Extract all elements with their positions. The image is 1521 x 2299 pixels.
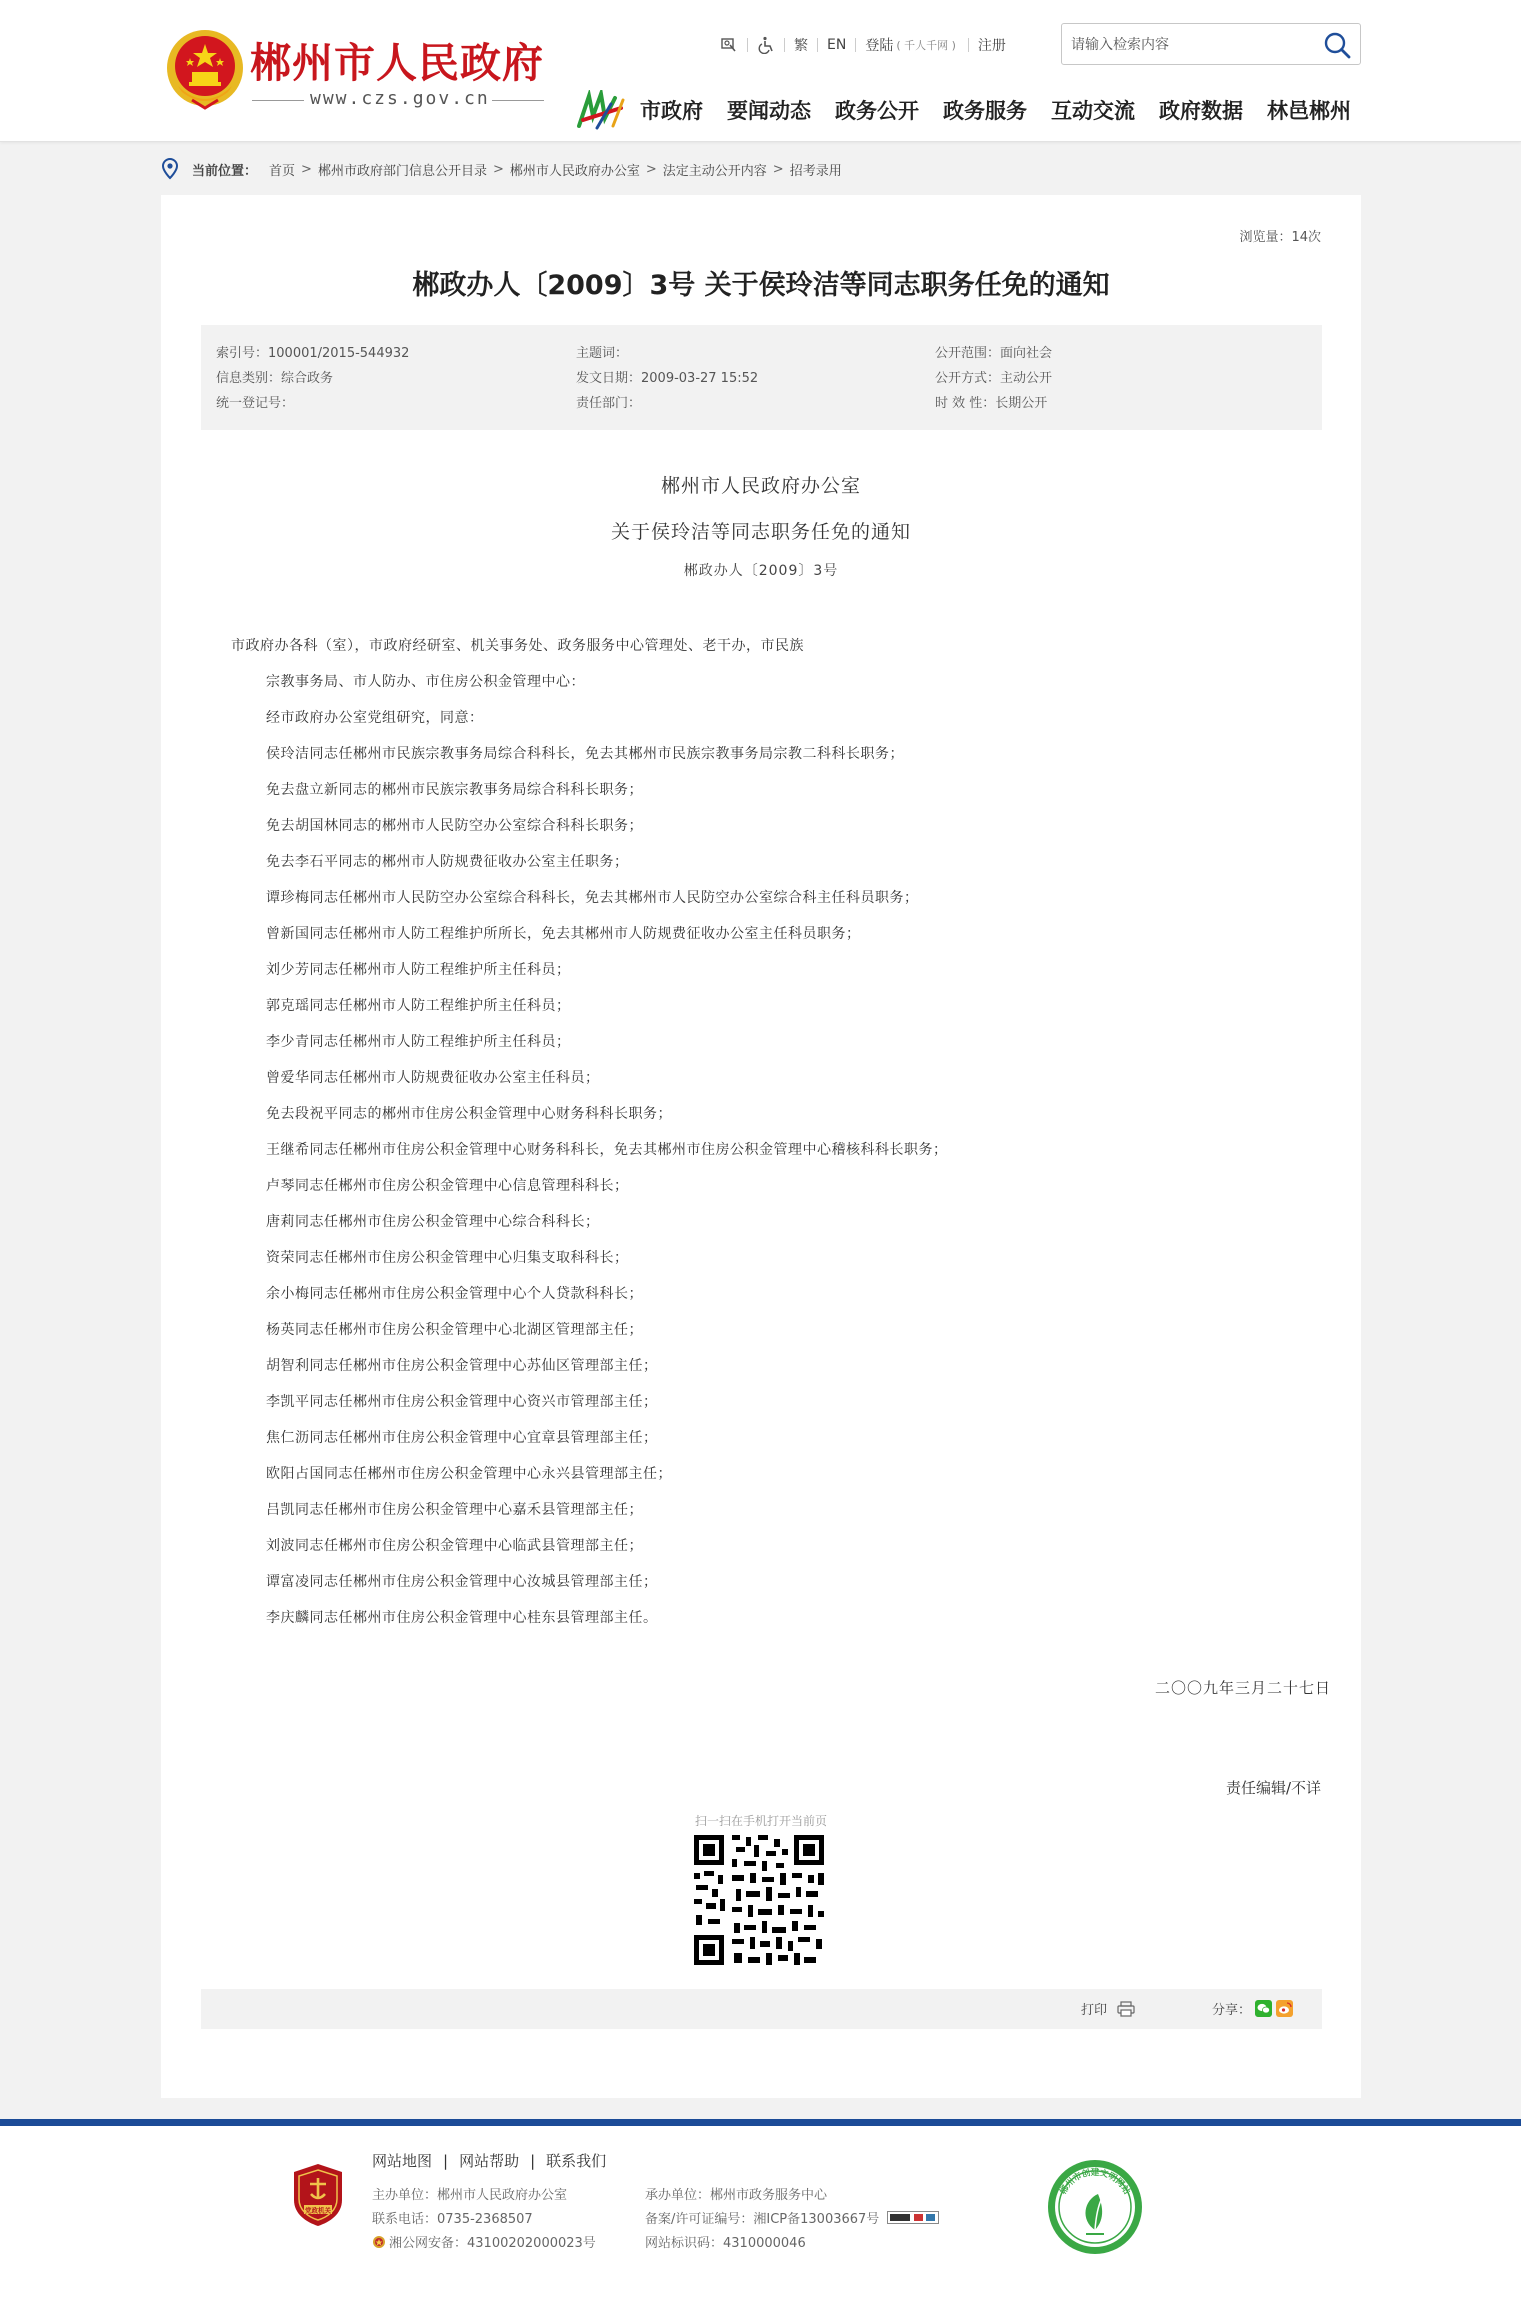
body-paragraph: 李凯平同志任郴州市住房公积金管理中心资兴市管理部主任； bbox=[266, 1394, 658, 1410]
body-paragraph: 宗教事务局、市人防办、市住房公积金管理中心： bbox=[266, 674, 585, 690]
body-paragraph: 卢琴同志任郴州市住房公积金管理中心信息管理科科长； bbox=[266, 1178, 629, 1194]
party-gov-agency-badge-icon[interactable] bbox=[290, 2162, 346, 2228]
accessibility-reader-link[interactable] bbox=[720, 36, 738, 54]
top-links bbox=[720, 32, 1006, 58]
breadcrumb-home[interactable]: 首页 bbox=[269, 163, 296, 179]
location-pin-icon bbox=[160, 158, 180, 180]
qr-code-icon bbox=[692, 1833, 826, 1967]
nav-gov-affairs-open[interactable]: 政务公开 bbox=[835, 99, 919, 123]
meta-issue-date: 发文日期：2009-03-27 15:52 bbox=[576, 371, 759, 386]
search-icon[interactable] bbox=[1322, 30, 1352, 60]
meta-reg-no: 统一登记号： bbox=[216, 396, 295, 411]
body-paragraph: 曾新国同志任郴州市人防工程维护所所长，免去其郴州市人防规费征收办公室主任科员职务； bbox=[266, 926, 861, 942]
doc-date: 二〇〇九年三月二十七日 bbox=[1154, 1679, 1331, 1697]
footer-links: 网站地图 | 网站帮助 | 联系我们 bbox=[372, 2151, 607, 2170]
body-paragraph: 余小梅同志任郴州市住房公积金管理中心个人贷款科科长； bbox=[266, 1286, 643, 1302]
body-paragraph: 资荣同志任郴州市住房公积金管理中心归集支取科科长； bbox=[266, 1250, 629, 1266]
body-paragraph: 市政府办各科（室），市政府经研室、机关事务处、政务服务中心管理处、老干办，市民族 bbox=[231, 638, 804, 654]
meta-department: 责任部门： bbox=[576, 396, 642, 411]
search-box bbox=[1061, 23, 1361, 65]
accessibility-link[interactable] bbox=[757, 36, 775, 54]
body-paragraph: 侯玲洁同志任郴州市民族宗教事务局综合科科长，免去其郴州市民族宗教事务局宗教二科科长职务； bbox=[266, 746, 904, 762]
article-card bbox=[161, 195, 1361, 2098]
body-paragraph: 王继希同志任郴州市住房公积金管理中心财务科科长，免去其郴州市住房公积金管理中心稽核科科长职务； bbox=[266, 1142, 948, 1158]
footer-accent-bar bbox=[0, 2119, 1521, 2126]
site-header bbox=[0, 0, 1521, 142]
svg-text:郴州市创建文明网站: 郴州市创建文明网站 bbox=[1058, 2168, 1132, 2197]
login-link[interactable]: 登陆 bbox=[865, 38, 894, 54]
nav-city-government[interactable]: 市政府 bbox=[640, 99, 703, 123]
city-logo-icon bbox=[575, 90, 627, 132]
footer-contact-link[interactable]: 联系我们 bbox=[546, 2152, 607, 2170]
breadcrumb-public-content[interactable]: 法定主动公开内容 bbox=[662, 163, 767, 179]
meta-scope: 公开范围：面向社会 bbox=[935, 346, 1053, 361]
body-paragraph: 郭克瑶同志任郴州市人防工程维护所主任科员； bbox=[266, 998, 571, 1014]
police-badge-icon bbox=[372, 2235, 386, 2249]
body-paragraph: 免去段祝平同志的郴州市住房公积金管理中心财务科科长职务； bbox=[266, 1106, 672, 1122]
meta-method: 公开方式：主动公开 bbox=[935, 371, 1053, 386]
view-count-value: 14次 bbox=[1291, 230, 1321, 245]
meta-validity: 时 效 性：长期公开 bbox=[935, 396, 1048, 411]
breadcrumb-office[interactable]: 郴州市人民政府办公室 bbox=[509, 163, 640, 179]
reader-icon bbox=[720, 36, 738, 54]
share-group bbox=[1212, 1999, 1293, 2018]
share-label: 分享： bbox=[1212, 2003, 1252, 2018]
breadcrumb-recruitment[interactable]: 招考录用 bbox=[789, 163, 842, 179]
doc-issuing-org: 郴州市人民政府办公室 bbox=[660, 475, 861, 497]
body-paragraph: 李少青同志任郴州市人防工程维护所主任科员； bbox=[266, 1034, 571, 1050]
body-paragraph: 免去胡国林同志的郴州市人民防空办公室综合科科长职务； bbox=[266, 818, 643, 834]
nav-gov-data[interactable]: 政府数据 bbox=[1159, 99, 1243, 123]
print-button[interactable] bbox=[1081, 1999, 1135, 2018]
body-paragraph: 免去盘立新同志的郴州市民族宗教事务局综合科科长职务； bbox=[266, 782, 643, 798]
footer-sponsor: 主办单位：郴州市人民政府办公室 bbox=[372, 2188, 568, 2203]
body-paragraph: 曾爱华同志任郴州市人防规费征收办公室主任科员； bbox=[266, 1070, 600, 1086]
footer-operator: 承办单位：郴州市政务服务中心 bbox=[645, 2188, 828, 2203]
nav-linyi-chenzhou[interactable]: 林邑郴州 bbox=[1267, 99, 1351, 123]
footer-sitemap-link[interactable]: 网站地图 bbox=[372, 2152, 433, 2170]
body-paragraph: 李庆麟同志任郴州市住房公积金管理中心桂东县管理部主任。 bbox=[266, 1610, 658, 1626]
body-paragraph: 欧阳占国同志任郴州市住房公积金管理中心永兴县管理部主任； bbox=[266, 1466, 672, 1482]
responsible-editor: 责任编辑/不详 bbox=[1225, 1779, 1321, 1797]
printer-icon bbox=[1117, 2001, 1135, 2017]
site-name: 郴州市人民政府 bbox=[250, 39, 544, 87]
wechat-icon[interactable] bbox=[1255, 2000, 1272, 2017]
site-url: www.czs.gov.cn bbox=[310, 88, 490, 109]
view-count: 浏览量：14次 bbox=[1239, 230, 1321, 245]
body-paragraph: 刘少芳同志任郴州市人防工程维护所主任科员； bbox=[266, 962, 571, 978]
login-note: ( 千人千网 ) bbox=[896, 39, 956, 52]
civilized-website-badge-icon[interactable] bbox=[1046, 2158, 1144, 2256]
footer-phone: 联系电话：0735-2368507 bbox=[372, 2212, 533, 2227]
footer-icp[interactable]: 备案/许可证编号：湘ICP备13003667号 bbox=[645, 2212, 880, 2227]
nav-gov-services[interactable]: 政务服务 bbox=[943, 99, 1027, 123]
body-paragraph: 胡智利同志任郴州市住房公积金管理中心苏仙区管理部主任； bbox=[266, 1358, 658, 1374]
footer-help-link[interactable]: 网站帮助 bbox=[459, 2152, 520, 2170]
body-paragraph: 焦仁沥同志任郴州市住房公积金管理中心宜章县管理部主任； bbox=[266, 1430, 658, 1446]
main-nav bbox=[640, 94, 1351, 128]
body-paragraph: 唐莉同志任郴州市住房公积金管理中心综合科科长； bbox=[266, 1214, 600, 1230]
search-input[interactable] bbox=[1071, 34, 1311, 56]
register-link[interactable]: 注册 bbox=[977, 38, 1006, 54]
body-paragraph: 免去李石平同志的郴州市人防规费征收办公室主任职务； bbox=[266, 854, 629, 870]
body-paragraph: 谭富凌同志任郴州市住房公积金管理中心汝城县管理部主任； bbox=[266, 1574, 658, 1590]
body-paragraph: 刘波同志任郴州市住房公积金管理中心临武县管理部主任； bbox=[266, 1538, 643, 1554]
doc-subject: 关于侯玲洁等同志职务任免的通知 bbox=[610, 521, 911, 543]
weibo-icon[interactable] bbox=[1276, 2000, 1293, 2017]
meta-keywords: 主题词： bbox=[576, 346, 629, 361]
share-bar bbox=[201, 1989, 1322, 2029]
footer-police-row bbox=[372, 2232, 596, 2251]
body-paragraph: 经市政府办公室党组研究，同意： bbox=[266, 710, 484, 726]
national-emblem-icon bbox=[162, 26, 248, 112]
nav-interaction[interactable]: 互动交流 bbox=[1051, 99, 1135, 123]
wheelchair-icon bbox=[757, 36, 775, 54]
traditional-chinese-link[interactable]: 繁 bbox=[794, 38, 808, 54]
footer-police[interactable]: 湘公网安备：43100202000023号 bbox=[389, 2236, 596, 2251]
footer-site-code: 网站标识码：4310000046 bbox=[645, 2236, 806, 2251]
body-paragraph: 谭珍梅同志任郴州市人民防空办公室综合科科长，免去其郴州市人民防空办公室综合科主任科员职务； bbox=[266, 890, 919, 906]
breadcrumb: 当前位置： 首页 > 郴州市政府部门信息公开目录 > 郴州市人民政府办公室 > 法定主动公开内容 > 招考录用 bbox=[160, 157, 842, 181]
footer-icp-row bbox=[645, 2208, 939, 2227]
site-url-row bbox=[252, 88, 544, 112]
breadcrumb-dept-catalog[interactable]: 郴州市政府部门信息公开目录 bbox=[317, 163, 487, 179]
english-link[interactable]: EN bbox=[827, 37, 847, 53]
dnzz-badge-icon bbox=[887, 2211, 939, 2224]
nav-news[interactable]: 要闻动态 bbox=[727, 99, 811, 123]
doc-number: 郴政办人〔2009〕3号 bbox=[683, 563, 839, 579]
meta-category: 信息类别：综合政务 bbox=[216, 371, 334, 386]
qr-label: 扫一扫在手机打开当前页 bbox=[694, 1814, 827, 1828]
body-paragraph: 杨英同志任郴州市住房公积金管理中心北湖区管理部主任； bbox=[266, 1322, 643, 1338]
site-footer bbox=[0, 2126, 1521, 2299]
svg-text:党政机关: 党政机关 bbox=[305, 2206, 331, 2215]
article-title: 郴政办人〔2009〕3号 关于侯玲洁等同志职务任免的通知 bbox=[412, 270, 1110, 301]
article-meta bbox=[201, 325, 1322, 430]
meta-index-no: 索引号：100001/2015-544932 bbox=[216, 346, 410, 361]
print-label: 打印 bbox=[1081, 2003, 1108, 2018]
body-paragraph: 吕凯同志任郴州市住房公积金管理中心嘉禾县管理部主任； bbox=[266, 1502, 643, 1518]
breadcrumb-label: 当前位置： bbox=[192, 163, 258, 179]
